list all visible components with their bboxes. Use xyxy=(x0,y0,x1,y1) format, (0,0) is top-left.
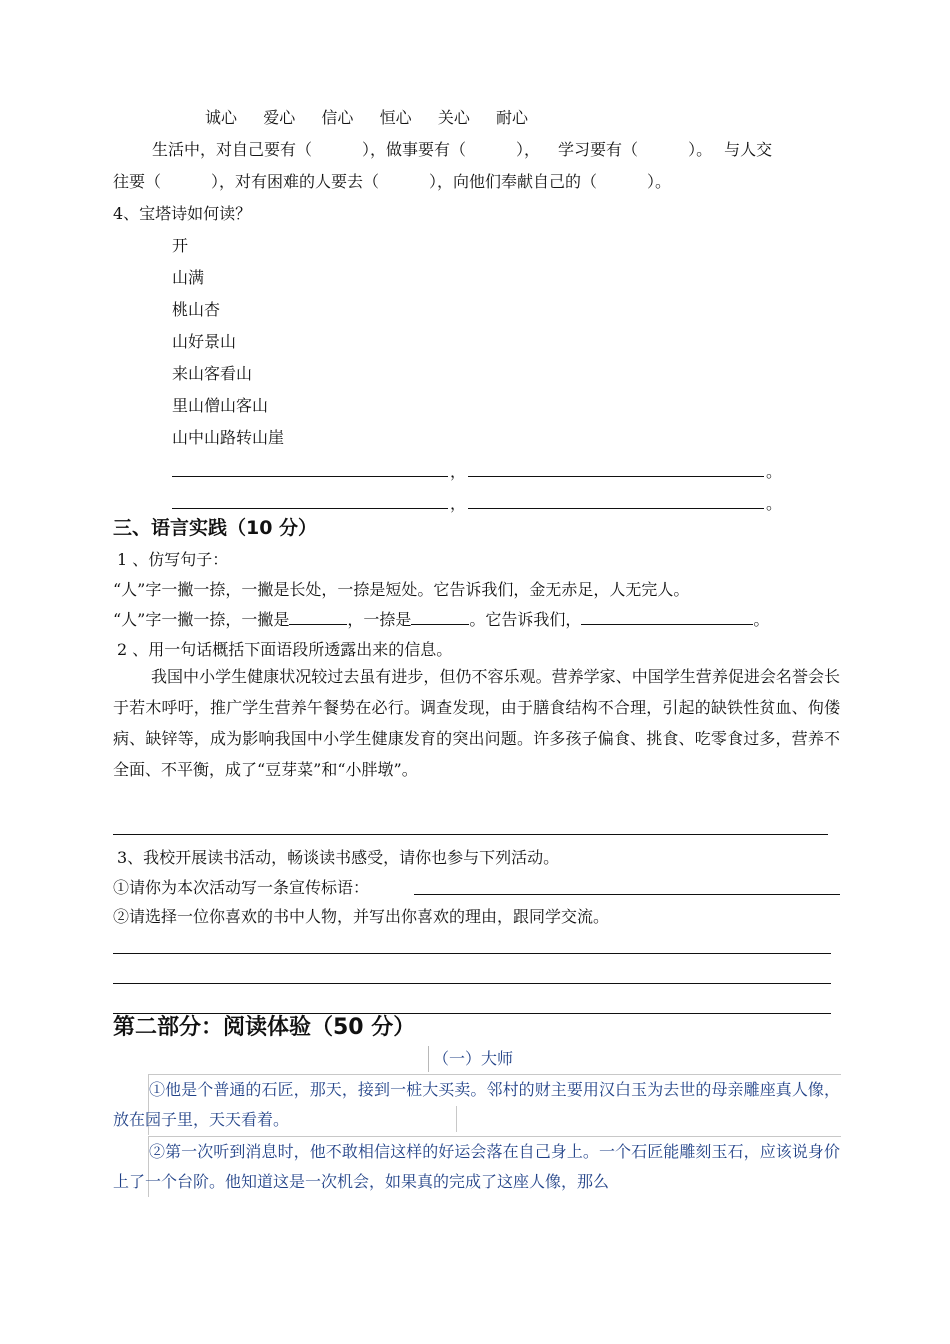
fill-text: 往要（ xyxy=(113,172,162,191)
section3-heading: 三、语言实践（10 分） xyxy=(113,517,318,539)
story-title: （一）大师 xyxy=(433,1049,514,1068)
fill-text: ），向他们奉献自己的（ xyxy=(429,172,598,191)
pagoda-line: 桃山杏 xyxy=(172,300,221,319)
template-text: 。它告诉我们， xyxy=(469,610,582,629)
slogan-answer-line[interactable] xyxy=(414,894,840,895)
q1-template xyxy=(113,610,769,630)
fill-sentence-line2 xyxy=(113,172,671,192)
pagoda-line: 开 xyxy=(172,236,189,255)
fill-sentence-line1 xyxy=(152,140,772,160)
comma: ， xyxy=(450,462,467,481)
pagoda-line: 山中山路转山崖 xyxy=(172,428,285,447)
q1-example: “人”字一撇一捺，一撇是长处，一捺是短处。它告诉我们，金无赤足，人无完人。 xyxy=(113,580,690,599)
blank-lesson[interactable] xyxy=(581,610,753,625)
pagoda-line: 来山客看山 xyxy=(172,364,253,383)
q3-title: 3、我校开展读书活动，畅谈读书感受，请你也参与下列活动。 xyxy=(117,848,560,867)
pagoda-line: 里山僧山客山 xyxy=(172,396,269,415)
word-naixin: 耐心 xyxy=(496,108,529,127)
blank-long[interactable] xyxy=(289,610,347,625)
answer-line[interactable] xyxy=(113,953,831,954)
template-text: “人”字一撇一捺，一撇是 xyxy=(113,610,290,629)
q4-title: 4、宝塔诗如何读？ xyxy=(113,204,252,223)
word-aixin: 爱心 xyxy=(263,108,296,127)
word-hengxin: 恒心 xyxy=(379,108,412,127)
q2-title: 2 、用一句话概括下面语段所透露出来的信息。 xyxy=(117,640,453,659)
word-guanxin: 关心 xyxy=(437,108,470,127)
q1-title: 1 、仿写句子： xyxy=(117,550,229,569)
story-paragraph-1: ①他是个普通的石匠，那天，接到一桩大买卖。邻村的财主要用汉白玉为去世的母亲雕座真人像，放在园子里，天天看着。 xyxy=(113,1080,840,1129)
period: 。 xyxy=(766,494,783,513)
q3-sub2: ②请选择一位你喜欢的书中人物，并写出你喜欢的理由，跟同学交流。 xyxy=(113,907,610,926)
answer-line[interactable] xyxy=(468,508,764,509)
fill-text: ），对有困难的人要去（ xyxy=(211,172,380,191)
fill-text: 与人交 xyxy=(724,140,773,159)
fill-text: ）。 xyxy=(688,140,713,159)
template-text: ，一捺是 xyxy=(347,610,412,629)
fill-text: ）， xyxy=(516,140,541,159)
fill-text: ）。 xyxy=(647,172,672,191)
pagoda-line: 山满 xyxy=(172,268,205,287)
blank-short[interactable] xyxy=(411,610,469,625)
answer-line[interactable] xyxy=(113,983,831,984)
fill-text: 学习要有（ xyxy=(558,140,639,159)
part2-heading: 第二部分：阅读体验（50 分） xyxy=(113,1015,416,1040)
para1-end-mark xyxy=(456,1106,457,1132)
q3-sub1: ①请你为本次活动写一条宣传标语： xyxy=(113,878,370,897)
period: 。 xyxy=(766,462,783,481)
pagoda-line: 山好景山 xyxy=(172,332,237,351)
answer-line[interactable] xyxy=(468,476,764,477)
answer-line[interactable] xyxy=(172,476,448,477)
fill-text: 生活中，对自己要有（ xyxy=(152,140,313,159)
story-paragraph-2: ②第一次听到消息时，他不敢相信这样的好运会落在自己身上。一个石匠能雕刻玉石，应该说身价上了一个台阶。他知道这是一次机会，如果真的完成了这座人像，那么 xyxy=(113,1142,840,1191)
template-text: 。 xyxy=(753,610,770,629)
answer-line[interactable] xyxy=(113,834,828,835)
answer-line[interactable] xyxy=(172,508,448,509)
word-xinxin: 信心 xyxy=(321,108,354,127)
q2-passage: 我国中小学生健康状况较过去虽有进步，但仍不容乐观。营养学家、中国学生营养促进会名誉会长于若木呼吁，推广学生营养午餐势在必行。调查发现，由于膳食结构不合理，引起的缺铁性贫血、佝偻病、缺锌等，成为影响我国中小学生健康发育的突出问题。许多孩子偏食、挑食、吃零食过多，营养不全面、不平衡，成了“豆芽菜”和“小胖墩”。 xyxy=(113,667,840,779)
word-bank xyxy=(205,108,528,128)
word-chengxin: 诚心 xyxy=(205,108,238,127)
fill-text: ），做事要有（ xyxy=(362,140,467,159)
comma: ， xyxy=(450,494,467,513)
